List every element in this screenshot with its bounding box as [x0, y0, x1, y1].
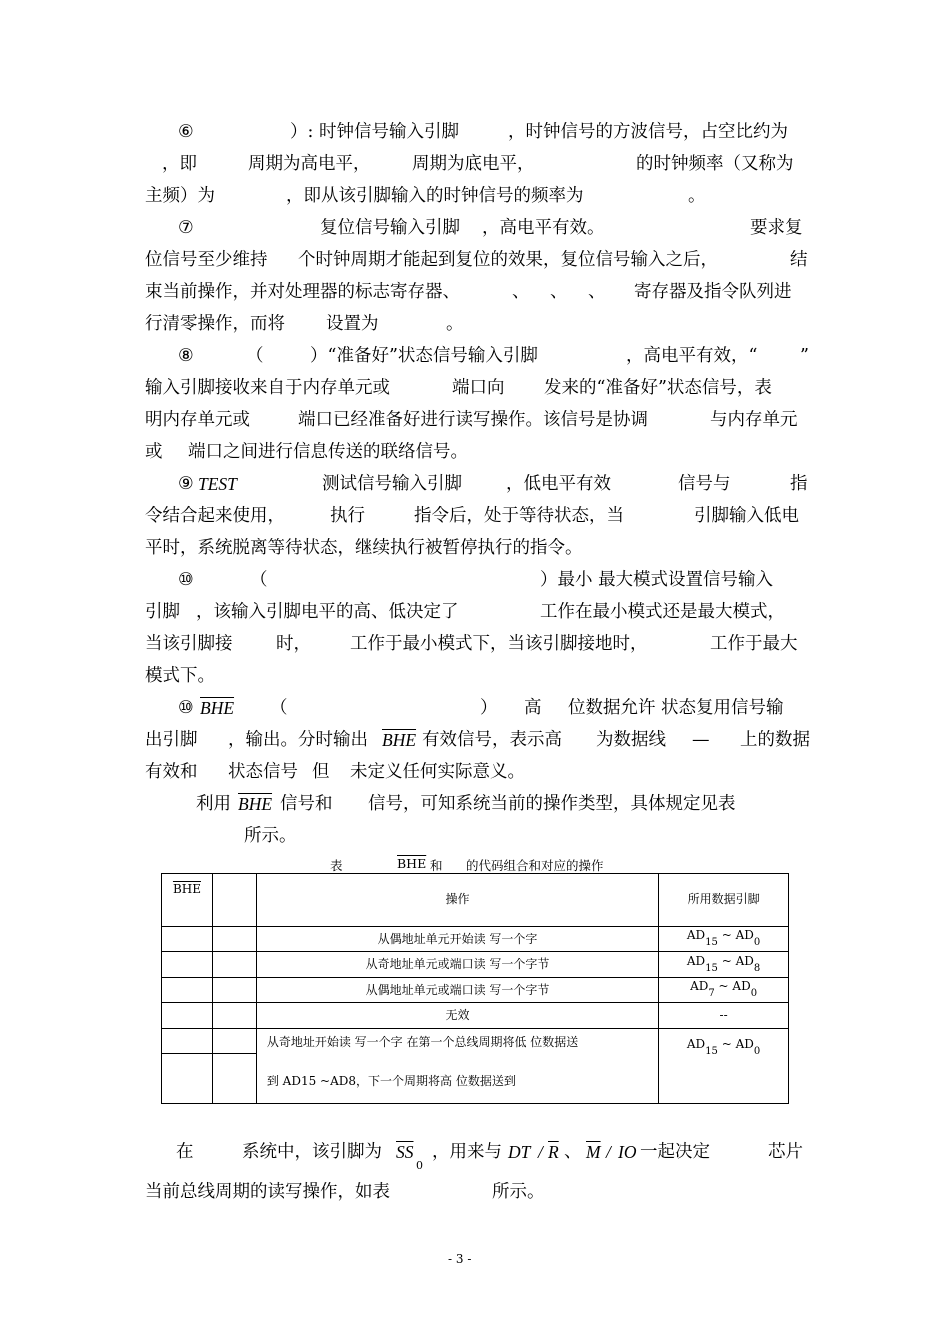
text: 为数据线 — [596, 730, 666, 750]
text: 位信号至少维持 — [145, 250, 268, 270]
table-caption-bhe: $\overline{BHE}$ — [397, 856, 427, 871]
text: 出引脚 — [145, 730, 198, 750]
text: 。 — [688, 186, 706, 206]
ss0-signal-name: $\overline{SS}$ — [396, 1142, 414, 1162]
text: 、 — [588, 282, 606, 302]
table-caption-and: 和 — [430, 858, 443, 873]
operation-table — [161, 873, 789, 1104]
circled-6: ⑥ — [178, 122, 194, 142]
operation-cell: 从偶地址单元或端口读 写一个字节 — [256, 977, 658, 1002]
text: 工作在最小模式还是最大模式， — [540, 602, 785, 622]
text: 测试信号输入引脚 — [322, 474, 462, 494]
text: 端口之间进行信息传送的联络信号。 — [188, 442, 468, 462]
ss0-subscript: 0 — [416, 1159, 423, 1172]
text: 或 — [145, 442, 163, 462]
m-signal: $\overline{M}$ — [586, 1142, 601, 1162]
text: ，高电平有效，“ — [626, 346, 758, 366]
text: 。 — [446, 314, 464, 334]
circled-10-bhe: ⑩ — [178, 698, 194, 718]
text: ） — [480, 698, 498, 718]
text: ）最小 最大模式设置信号输入 — [540, 570, 774, 590]
text: 芯片 — [768, 1142, 803, 1162]
text: 的时钟频率（又称为 — [636, 154, 794, 174]
text: 工作于最大 — [710, 634, 798, 654]
text: 时， — [276, 634, 311, 654]
text: 发来的“准备好”状态信号，表 — [544, 378, 772, 398]
circled-8: ⑧ — [178, 346, 194, 366]
pins-cell: $AD_7$ ~ $AD_0$ — [659, 977, 789, 1002]
text: 所示。 — [244, 826, 297, 846]
text: 引脚输入低电 — [694, 506, 799, 526]
text: 周期为底电平， — [412, 154, 535, 174]
header-operation: 操作 — [256, 874, 658, 927]
text: ” — [800, 346, 809, 366]
text: 位数据允许 状态复用信号输 — [568, 698, 784, 718]
dt-signal: DT — [508, 1142, 531, 1162]
text: ）: 时钟信号输入引脚 — [290, 122, 459, 142]
text: ，高电平有效。 — [482, 218, 605, 238]
text: 复位信号输入引脚 — [320, 218, 460, 238]
pins-cell: -- — [659, 1003, 789, 1028]
text: 主频）为 — [145, 186, 215, 206]
text: 利用 — [196, 794, 231, 814]
table-caption-prefix: 表 — [330, 858, 343, 873]
text: ，即从该引脚输入的时钟信号的频率为 — [286, 186, 584, 206]
io-signal: IO — [618, 1142, 637, 1162]
text: 未定义任何实际意义。 — [350, 762, 525, 782]
text: （ — [246, 346, 264, 366]
text: 、 — [564, 1142, 582, 1162]
table-row — [162, 977, 789, 1002]
text: 高 — [524, 698, 542, 718]
operation-cell: 从奇地址单元或端口读 写一个字节 — [256, 952, 658, 977]
text: ）“准备好”状态信号输入引脚 — [310, 346, 538, 366]
r-signal: $\overline{R}$ — [548, 1142, 559, 1162]
operation-cell: 无效 — [256, 1003, 658, 1028]
text: 但 — [312, 762, 330, 782]
text: 、 — [512, 282, 530, 302]
circled-9: ⑨ — [178, 474, 194, 494]
text: 输入引脚接收来自于内存单元或 — [145, 378, 390, 398]
bhe-signal-name: $\overline{BHE}$ — [382, 730, 417, 750]
text: 有效和 — [145, 762, 198, 782]
text: 在 — [176, 1142, 194, 1162]
table-header-row — [162, 874, 789, 927]
operation-cell: 从偶地址单元开始读 写一个字 — [256, 926, 658, 951]
text: 结 — [790, 250, 808, 270]
circled-7: ⑦ — [178, 218, 194, 238]
text: 上的数据 — [740, 730, 810, 750]
text: 要求复 — [750, 218, 803, 238]
text: 平时，系统脱离等待状态，继续执行被暂停执行的指令。 — [145, 538, 583, 558]
header-empty — [212, 874, 256, 927]
bhe-signal-name: $\overline{BHE}$ — [238, 794, 273, 814]
pins-cell: $AD_{15}$ ~ $AD_0$ — [659, 926, 789, 951]
table-row — [162, 952, 789, 977]
text: ，用来与 — [432, 1142, 502, 1162]
slash: / — [606, 1142, 611, 1162]
text: 所示。 — [492, 1182, 545, 1202]
pins-cell: $AD_{15}$ ~ $AD_0$ — [659, 1028, 789, 1103]
test-signal-name: TEST — [198, 474, 237, 494]
text: 模式下。 — [145, 666, 215, 686]
text: ，输出。分时输出 — [228, 730, 368, 750]
text: — — [692, 730, 710, 750]
table-caption-rest: 的代码组合和对应的操作 — [466, 858, 604, 873]
text: ，低电平有效 — [506, 474, 611, 494]
text: ，该输入引脚电平的高、低决定了 — [196, 602, 459, 622]
text: 信号和 — [280, 794, 333, 814]
text: 一起决定 — [640, 1142, 710, 1162]
text: 状态信号 — [228, 762, 298, 782]
text: 个时钟周期才能起到复位的效果，复位信号输入之后， — [298, 250, 718, 270]
circled-10: ⑩ — [178, 570, 194, 590]
text: 束当前操作，并对处理器的标志寄存器、 — [145, 282, 460, 302]
text: ，时钟信号的方波信号，占空比约为 — [508, 122, 788, 142]
header-bhe: $\overline{BHE}$ — [162, 874, 213, 927]
text: 端口向 — [452, 378, 505, 398]
text: 、 — [550, 282, 568, 302]
text: 执行 — [330, 506, 365, 526]
text: 行清零操作，而将 — [145, 314, 285, 334]
text: 指 — [790, 474, 808, 494]
text: 明内存单元或 — [145, 410, 250, 430]
text: 引脚 — [145, 602, 180, 622]
text: 令结合起来使用， — [145, 506, 285, 526]
text: 指令后，处于等待状态，当 — [414, 506, 624, 526]
text: 当前总线周期的读写操作，如表 — [145, 1182, 390, 1202]
text: 当该引脚接 — [145, 634, 233, 654]
table-row — [162, 926, 789, 951]
header-pins: 所用数据引脚 — [659, 874, 789, 927]
text: 寄存器及指令队列进 — [634, 282, 792, 302]
text: 周期为高电平， — [248, 154, 371, 174]
text: （ — [270, 698, 288, 718]
text: 信号与 — [678, 474, 731, 494]
page-number: - 3 - — [448, 1252, 472, 1266]
operation-cell-multiline: 从奇地址开始读 写一个字 在第一个总线周期将低 位数据送 到 AD15 ~AD8，下一个周期将高 位数据送到 — [256, 1028, 658, 1103]
table-row — [162, 1003, 789, 1028]
text: 端口已经准备好进行读写操作。该信号是协调 — [298, 410, 648, 430]
text: 工作于最小模式下，当该引脚接地时， — [350, 634, 648, 654]
text: 有效信号，表示高 — [422, 730, 562, 750]
pins-cell: $AD_{15}$ ~ $AD_8$ — [659, 952, 789, 977]
text: 系统中，该引脚为 — [242, 1142, 382, 1162]
slash: / — [538, 1142, 543, 1162]
text: 与内存单元 — [710, 410, 798, 430]
text: （ — [250, 570, 268, 590]
text: 设置为 — [326, 314, 379, 334]
text: 信号，可知系统当前的操作类型，具体规定见表 — [368, 794, 736, 814]
text: ，即 — [162, 154, 197, 174]
table-row — [162, 1028, 789, 1053]
bhe-signal-name: $\overline{BHE}$ — [200, 698, 235, 718]
